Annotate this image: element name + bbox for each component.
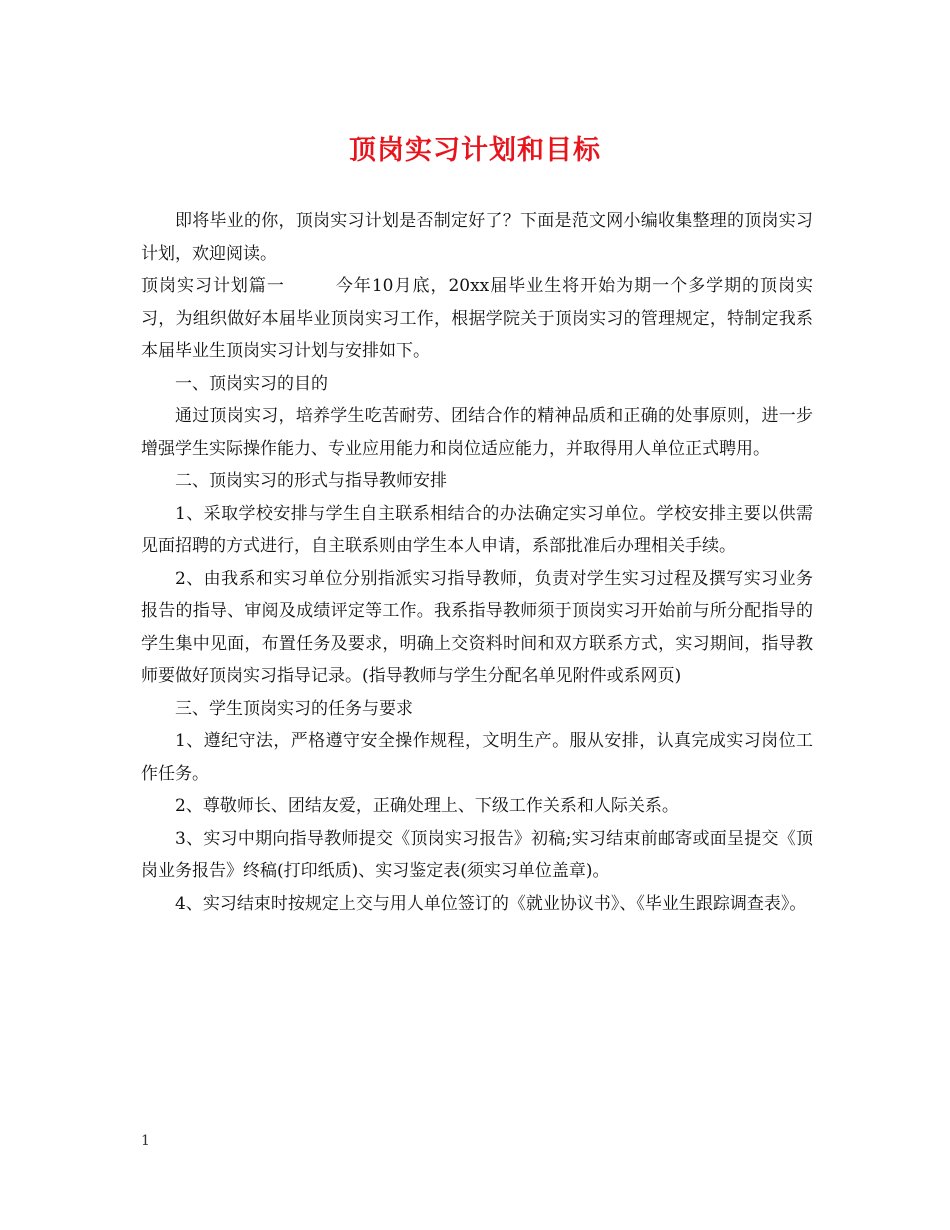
page-number: 1 [141,1133,150,1149]
paragraph-task-2: 2、尊敬师长、团结友爱，正确处理上、下级工作关系和人际关系。 [175,796,679,816]
section-heading-form: 二、顶岗实习的形式与指导教师安排 [175,471,447,491]
paragraph-task-3: 3、实习中期向指导教师提交《顶岗实习报告》初稿;实习结束前邮寄或面呈提交《顶岗业务报告》终稿(打印纸质)、实习鉴定表(须实习单位盖章)。 [141,828,813,881]
document-body [141,205,813,920]
plan-heading: 顶岗实习计划篇一 [141,276,285,296]
document-title: 顶岗实习计划和目标 [349,135,601,166]
paragraph-form-2: 2、由我系和实习单位分别指派实习指导教师，负责对学生实习过程及撰写实习业务报告的指导、审阅及成绩评定等工作。我系指导教师须于顶岗实习开始前与所分配指导的学生集中见面，布置任务及要求，明确上交资料时间和双方联系方式，实习期间，指导教师要做好顶岗实习指导记录。(指导教师与学生分配名单见附件或系网页) [141,568,813,686]
paragraph-plan-one [141,270,813,368]
section-heading-purpose: 一、顶岗实习的目的 [175,373,328,394]
plan-one-text: 今年10月底，20xx届毕业生将开始为期一个多学期的顶岗实习，为组织做好本届毕业顶岗实习工作，根据学院关于顶岗实习的管理规定，特制定我系本届毕业生顶岗实习计划与安排如下。 [141,276,814,361]
paragraph-task-4: 4、实习结束时按规定上交与用人单位签订的《就业协议书》、《毕业生跟踪调查表》。 [175,893,807,914]
section-heading-tasks: 三、学生顶岗实习的任务与要求 [175,698,413,719]
paragraph-intro: 即将毕业的你，顶岗实习计划是否制定好了？下面是范文网小编收集整理的顶岗实习计划，欢迎阅读。 [141,211,813,264]
paragraph-purpose: 通过顶岗实习，培养学生吃苦耐劳、团结合作的精神品质和正确的处事原则，进一步增强学生实际操作能力、专业应用能力和岗位适应能力，并取得用人单位正式聘用。 [141,406,813,459]
paragraph-task-1: 1、遵纪守法，严格遵守安全操作规程，文明生产。服从安排，认真完成实习岗位工作任务。 [141,731,813,784]
paragraph-form-1: 1、采取学校安排与学生自主联系相结合的办法确定实习单位。学校安排主要以供需见面招聘的方式进行，自主联系则由学生本人申请，系部批准后办理相关手续。 [141,503,813,556]
